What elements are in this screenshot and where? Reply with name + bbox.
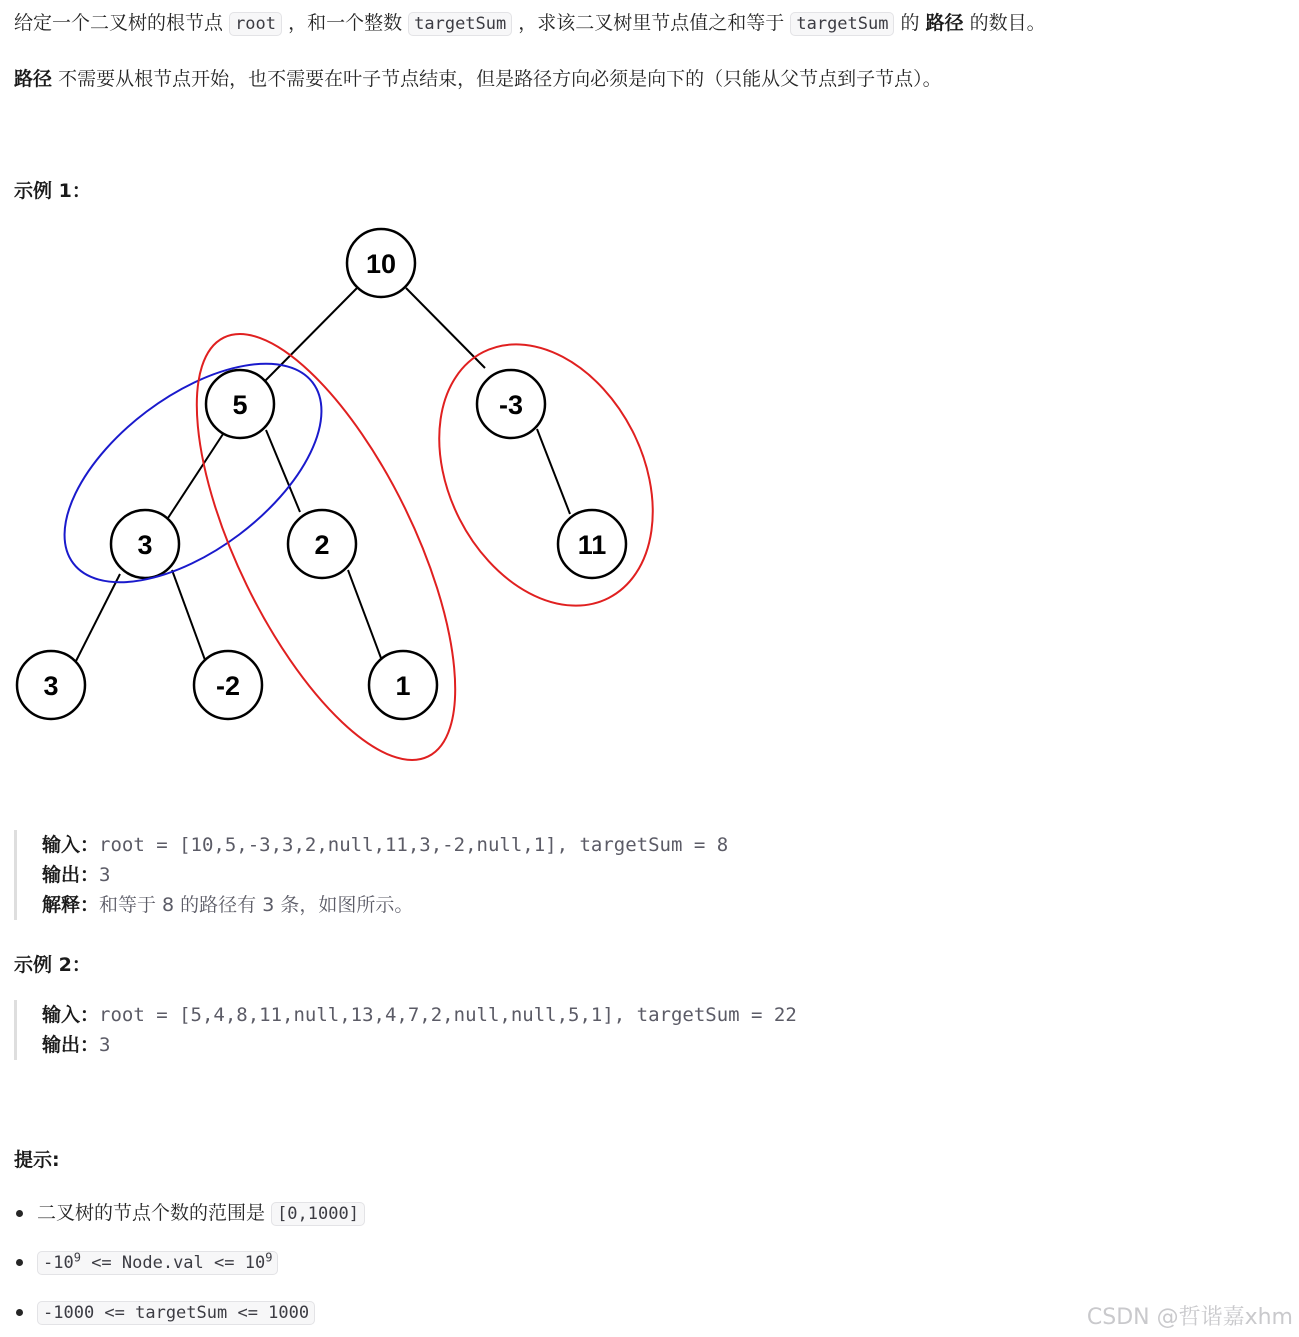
bullet-icon bbox=[16, 1309, 23, 1316]
highlight-ellipse-red-right bbox=[397, 308, 695, 642]
intro-text-4: 的 bbox=[900, 12, 920, 34]
example-2-input-line bbox=[42, 1000, 797, 1030]
node-label: 5 bbox=[232, 390, 248, 420]
edge-5-3 bbox=[168, 431, 225, 518]
highlight-ellipse-blue bbox=[27, 321, 359, 625]
hint-3-code: -1000 <= targetSum <= 1000 bbox=[37, 1301, 315, 1325]
hint-1-code: [0,1000] bbox=[271, 1202, 365, 1226]
tree-node bbox=[288, 510, 356, 578]
hint-item-3 bbox=[14, 1296, 315, 1328]
intro-text-1: 给定一个二叉树的根节点 bbox=[14, 12, 224, 34]
node-label: -3 bbox=[498, 390, 524, 420]
example-1-heading: 示例 1： bbox=[14, 180, 91, 202]
hint-2-code bbox=[37, 1251, 278, 1275]
tree-node bbox=[206, 370, 274, 438]
example-2-heading: 示例 2： bbox=[14, 954, 91, 976]
tree-node bbox=[111, 510, 179, 578]
code-targetsum-2: targetSum bbox=[790, 12, 894, 36]
code-root: root bbox=[229, 12, 282, 36]
hints-heading: 提示: bbox=[14, 1149, 60, 1171]
intro-paragraph-1 bbox=[14, 8, 1046, 35]
example-1-input-line bbox=[42, 830, 728, 860]
output-label: 输出： bbox=[42, 864, 100, 886]
intro-bold-path: 路径 bbox=[925, 12, 964, 34]
output-label: 输出： bbox=[42, 1034, 100, 1056]
example-1-output-line bbox=[42, 860, 728, 890]
tree-edges bbox=[76, 288, 570, 661]
edge-5-2 bbox=[266, 430, 300, 512]
example-2-output-line bbox=[42, 1030, 797, 1060]
node-label: 1 bbox=[395, 671, 411, 701]
output-value: 3 bbox=[99, 864, 111, 886]
hint-2-exp: 9 bbox=[73, 1250, 81, 1265]
code-targetsum-1: targetSum bbox=[408, 12, 512, 36]
edge-3-neg2 bbox=[172, 570, 205, 660]
input-label: 输入： bbox=[42, 1004, 100, 1026]
hint-item-1 bbox=[14, 1197, 365, 1229]
edge-10-neg3 bbox=[406, 288, 485, 368]
input-value: root = [5,4,8,11,null,13,4,7,2,null,null,5,1], targetSum = 22 bbox=[99, 1004, 797, 1026]
hint-2-pre: -10 bbox=[43, 1253, 74, 1273]
hint-1-text: 二叉树的节点个数的范围是 bbox=[37, 1202, 266, 1224]
hint-2-exp2: 9 bbox=[265, 1250, 273, 1265]
node-label: -2 bbox=[215, 671, 241, 701]
path-description: 不需要从根节点开始，也不需要在叶子节点结束，但是路径方向必须是向下的（只能从父节点到子节点）。 bbox=[58, 68, 942, 90]
explain-value: 和等于 8 的路径有 3 条，如图所示。 bbox=[99, 894, 414, 916]
intro-paragraph-2 bbox=[14, 64, 942, 91]
bullet-icon bbox=[16, 1210, 23, 1217]
node-label: 10 bbox=[365, 249, 397, 279]
edge-10-5 bbox=[264, 288, 357, 382]
hint-2-mid: <= Node.val <= 10 bbox=[80, 1253, 266, 1273]
tree-node bbox=[17, 651, 85, 719]
intro-text-5: 的数目。 bbox=[969, 12, 1046, 34]
binary-tree-diagram bbox=[0, 210, 700, 790]
edge-neg3-11 bbox=[537, 429, 570, 514]
example-2-block bbox=[14, 1000, 797, 1060]
tree-node bbox=[558, 510, 626, 578]
hint-item-2 bbox=[14, 1246, 278, 1278]
intro-text-2: ，和一个整数 bbox=[288, 12, 403, 34]
input-value: root = [10,5,-3,3,2,null,11,3,-2,null,1], targetSum = 8 bbox=[99, 834, 729, 856]
edge-2-1 bbox=[348, 570, 381, 658]
node-label: 3 bbox=[43, 671, 59, 701]
input-label: 输入： bbox=[42, 834, 100, 856]
bullet-icon bbox=[16, 1259, 23, 1266]
example-1-explain-line bbox=[42, 890, 728, 920]
tree-node bbox=[369, 651, 437, 719]
node-label: 11 bbox=[577, 530, 607, 560]
output-value: 3 bbox=[99, 1034, 111, 1056]
tree-node bbox=[347, 229, 415, 297]
tree-node bbox=[477, 370, 545, 438]
path-bold: 路径 bbox=[14, 68, 53, 90]
intro-text-3: ，求该二叉树里节点值之和等于 bbox=[518, 12, 785, 34]
node-label: 3 bbox=[137, 530, 153, 560]
tree-nodes bbox=[17, 229, 626, 719]
tree-node bbox=[194, 651, 262, 719]
explain-label: 解释： bbox=[42, 894, 100, 916]
edge-3-3 bbox=[76, 574, 120, 661]
csdn-watermark: CSDN @哲谐嘉xhm bbox=[1086, 1305, 1293, 1330]
example-1-block bbox=[14, 830, 728, 920]
node-label: 2 bbox=[314, 530, 330, 560]
